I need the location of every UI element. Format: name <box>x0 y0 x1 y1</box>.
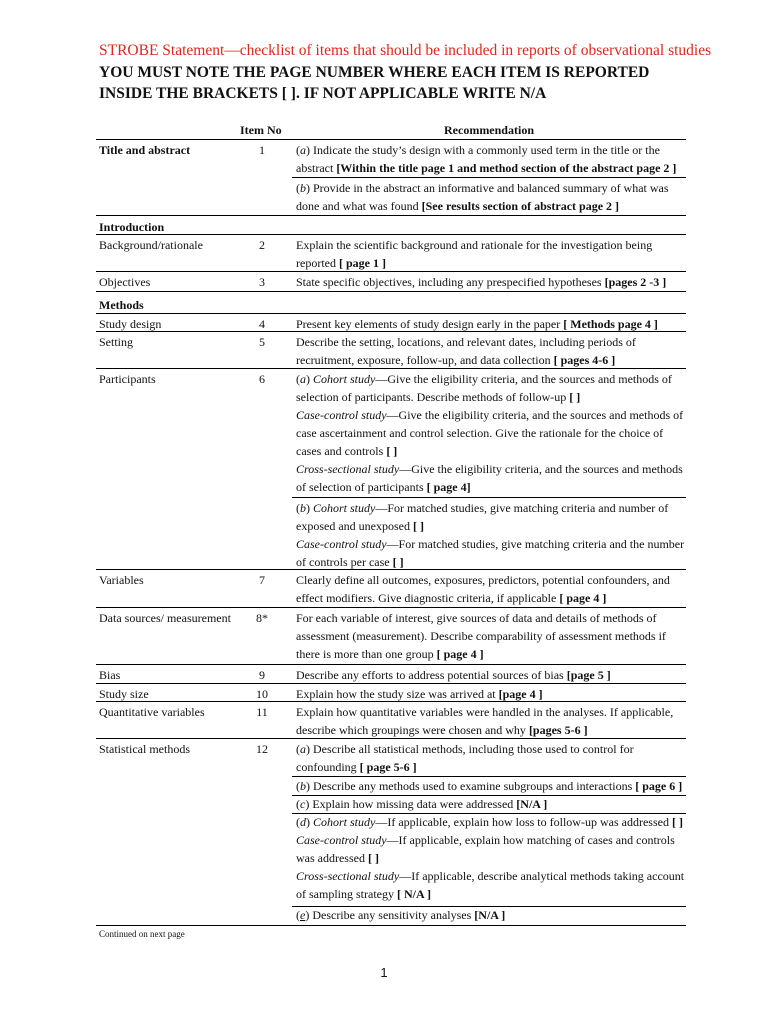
row-label-data-sources: Data sources/ measurement <box>99 611 231 625</box>
row-label-participants: Participants <box>99 372 156 386</box>
table-bottom-rule <box>96 925 686 926</box>
item-number: 8* <box>256 611 268 625</box>
item-number: 12 <box>256 742 268 756</box>
document-title: STROBE Statement—checklist of items that should be included in reports of observational studies <box>99 42 712 59</box>
recommendation-participants-a: (a) Cohort study—Give the eligibility criteria, and the sources and methods of selection of participants. Describe methods of follow-up [ ] Case-control study—Give the eligibility criteria, and the sources and methods of case ascertainment and control selection. Give the rationale for the choice of cases and controls [ ] Cross-sectional study—Give the eligibility criteria, and the sources and methods of selection of participants [ page 4] <box>296 372 684 494</box>
recommendation-title-a: (a) Indicate the study’s design with a commonly used term in the title or the abstract [Within the title page 1 and method section of the abstract page 2 ] <box>296 143 677 175</box>
item-number: 2 <box>259 238 265 252</box>
row-label-quantitative-variables: Quantitative variables <box>99 705 205 719</box>
item-number: 11 <box>256 705 268 719</box>
recommendation-stats-d: (d) Cohort study—If applicable, explain how loss to follow-up was addressed [ ] Case-control study—If applicable, explain how matching of cases and controls was addressed [ ] Cross-sectional study—If applicable, describe analytical methods taking account of sampling strategy [ N/A ] <box>296 815 685 901</box>
item-number: 1 <box>259 143 265 157</box>
item-number: 9 <box>259 668 265 682</box>
item-number: 7 <box>259 573 265 587</box>
recommendation-quantitative-variables: Explain how quantitative variables were handled in the analyses. If applicable, describe which groupings were chosen and why [pages 5-6 ] <box>296 705 674 737</box>
recommendation-stats-b: (b) Describe any methods used to examine subgroups and interactions [ page 6 ] <box>296 779 683 793</box>
recommendation-stats-c: (c) Explain how missing data were addressed [N/A ] <box>296 797 548 811</box>
recommendation-background: Explain the scientific background and rationale for the investigation being reported [ page 1 ] <box>296 238 653 270</box>
table-top-rule <box>96 139 686 140</box>
recommendation-data-sources: For each variable of interest, give sources of data and details of methods of assessment (measurement). Describe comparability of assessment methods if there is more than one group [ page 4 ] <box>296 611 666 661</box>
instruction-text: YOU MUST NOTE THE PAGE NUMBER WHERE EACH ITEM IS REPORTED INSIDE THE BRACKETS [ ]. IF NOT APPLICABLE WRITE N/A <box>99 64 650 102</box>
recommendation-objectives: State specific objectives, including any prespecified hypotheses [pages 2 -3 ] <box>296 275 667 289</box>
item-number: 6 <box>259 372 265 386</box>
column-header-item-no: Item No <box>240 123 282 137</box>
row-label-study-size: Study size <box>99 687 149 701</box>
row-label-variables: Variables <box>99 573 144 587</box>
recommendation-title-b: (b) Provide in the abstract an informative and balanced summary of what was done and what was found [See results section of abstract page 2 ] <box>296 181 669 213</box>
recommendation-study-size: Explain how the study size was arrived at [page 4 ] <box>296 687 543 701</box>
row-label-objectives: Objectives <box>99 275 151 289</box>
recommendation-setting: Describe the setting, locations, and relevant dates, including periods of recruitment, exposure, follow-up, and data collection [ pages 4-6 ] <box>296 335 636 367</box>
item-number: 3 <box>259 275 265 289</box>
section-methods: Methods <box>99 298 144 312</box>
item-number: 4 <box>259 317 265 331</box>
section-title-abstract: Title and abstract <box>99 143 191 157</box>
row-label-setting: Setting <box>99 335 134 349</box>
section-introduction: Introduction <box>99 220 165 234</box>
row-label-bias: Bias <box>99 668 121 682</box>
recommendation-study-design: Present key elements of study design early in the paper [ Methods page 4 ] <box>296 317 658 331</box>
page-number: 1 <box>380 965 388 980</box>
item-number: 10 <box>256 687 268 701</box>
column-header-recommendation: Recommendation <box>444 123 534 137</box>
recommendation-variables: Clearly define all outcomes, exposures, predictors, potential confounders, and effect modifiers. Give diagnostic criteria, if applicable [ page 4 ] <box>296 573 670 605</box>
row-label-study-design: Study design <box>99 317 162 331</box>
recommendation-participants-b: (b) Cohort study—For matched studies, give matching criteria and number of exposed and unexposed [ ] Case-control study—For matched studies, give matching criteria and the number of controls per case [ ] <box>296 501 685 569</box>
recommendation-stats-e: (e) Describe any sensitivity analyses [N/A ] <box>296 908 506 922</box>
continued-note: Continued on next page <box>99 929 185 939</box>
row-label-background: Background/rationale <box>99 238 203 252</box>
recommendation-bias: Describe any efforts to address potential sources of bias [page 5 ] <box>296 668 611 682</box>
recommendation-stats-a: (a) Describe all statistical methods, including those used to control for confounding [ page 5-6 ] <box>296 742 634 774</box>
item-number: 5 <box>259 335 265 349</box>
row-label-statistical-methods: Statistical methods <box>99 742 190 756</box>
